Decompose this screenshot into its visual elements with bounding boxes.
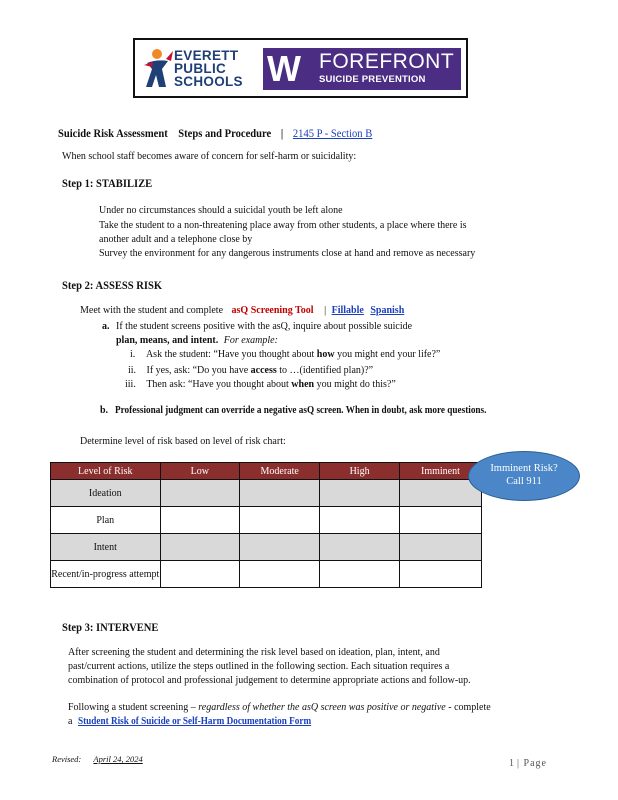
uw-w-mark: W bbox=[267, 48, 301, 89]
step3-heading: Step 3: INTERVENE bbox=[62, 620, 159, 634]
revised-date: Revised: April 24, 2024 bbox=[52, 754, 143, 764]
step2-a-line2: plan, means, and intent. For example: bbox=[116, 335, 278, 346]
step2-heading: Step 2: ASSESS RISK bbox=[62, 278, 163, 292]
step1-item: Under no circumstances should a suicidal youth be left alone bbox=[99, 205, 343, 216]
risk-level-table bbox=[50, 462, 482, 588]
sub-item: i. Ask the student: “Have you thought about how you might end your life?” bbox=[130, 349, 441, 360]
person-figure-icon bbox=[144, 45, 174, 93]
table-row bbox=[51, 480, 482, 507]
forefront-logo bbox=[263, 48, 461, 90]
step3-para-line: After screening the student and determining the risk level based on ideation, plan, intent, and bbox=[68, 647, 440, 658]
spanish-link[interactable]: Spanish bbox=[370, 305, 405, 316]
table-cell bbox=[160, 480, 240, 507]
step3-para2: Following a student screening – regardless of whether the asQ screen was positive or negative - complete bbox=[68, 702, 491, 713]
documentation-form-link[interactable]: Student Risk of Suicide or Self-Harm Documentation Form bbox=[77, 716, 312, 727]
table-cell bbox=[240, 561, 320, 588]
column-header: High bbox=[320, 463, 400, 480]
table-cell bbox=[399, 561, 481, 588]
logo-banner bbox=[133, 38, 468, 98]
step3-para-line: past/current actions, utilize the steps outlined in the following section. Each situation requires a bbox=[68, 661, 450, 672]
table-cell bbox=[320, 561, 400, 588]
intro-text: When school staff becomes aware of concern for self-harm or suicidality: bbox=[62, 151, 357, 162]
eps-logo-text: EVERETT PUBLIC SCHOOLS bbox=[174, 48, 243, 89]
table-cell bbox=[399, 534, 481, 561]
table-cell bbox=[240, 480, 320, 507]
everett-public-schools-logo bbox=[144, 45, 256, 93]
step3-form-line: a Student Risk of Suicide or Self-Harm Documentation Form bbox=[68, 716, 312, 727]
row-label: Plan bbox=[51, 507, 161, 534]
determine-risk-text: Determine level of risk based on level of risk chart: bbox=[80, 436, 286, 447]
table-row bbox=[51, 534, 482, 561]
row-label: Ideation bbox=[51, 480, 161, 507]
imminent-risk-callout: Imminent Risk? Call 911 bbox=[468, 451, 580, 501]
page-number: 1 | Page bbox=[509, 758, 547, 769]
step1-heading: Step 1: STABILIZE bbox=[62, 176, 153, 190]
step2-b: b. Professional judgment can override a negative asQ screen. When in doubt, ask more questions. bbox=[100, 405, 486, 416]
column-header: Low bbox=[160, 463, 240, 480]
table-cell bbox=[320, 480, 400, 507]
column-header: Imminent bbox=[399, 463, 481, 480]
column-header: Moderate bbox=[240, 463, 320, 480]
table-header-row bbox=[51, 463, 482, 480]
table-cell bbox=[160, 534, 240, 561]
table-cell bbox=[240, 534, 320, 561]
step3-para-line: combination of protocol and professional judgement to determine appropriate actions and follow-up. bbox=[68, 675, 471, 686]
step1-item: Survey the environment for any dangerous instruments close at hand and remove as necessary bbox=[99, 248, 476, 259]
forefront-title: FOREFRONT bbox=[319, 50, 455, 73]
table-cell bbox=[160, 561, 240, 588]
table-row bbox=[51, 561, 482, 588]
fillable-link[interactable]: Fillable bbox=[331, 305, 364, 316]
table-cell bbox=[320, 534, 400, 561]
table-row bbox=[51, 507, 482, 534]
section-link[interactable]: 2145 P - Section B bbox=[292, 126, 373, 140]
asq-screening-tool: asQ Screening Tool bbox=[231, 305, 314, 316]
sub-item: iii. Then ask: “Have you thought about when you might do this?” bbox=[125, 379, 396, 390]
asq-line: Meet with the student and complete asQ Screening Tool | Fillable Spanish bbox=[80, 305, 405, 316]
table-cell bbox=[240, 507, 320, 534]
column-header: Level of Risk bbox=[51, 463, 161, 480]
table-cell bbox=[320, 507, 400, 534]
table-cell bbox=[399, 507, 481, 534]
sub-item: ii. If yes, ask: “Do you have access to …(identified plan)?” bbox=[128, 365, 374, 376]
row-label: Recent/in-progress attempt bbox=[51, 561, 161, 588]
row-label: Intent bbox=[51, 534, 161, 561]
table-cell bbox=[160, 507, 240, 534]
forefront-subtitle: SUICIDE PREVENTION bbox=[319, 74, 426, 85]
step1-item: Take the student to a non-threatening place away from other students, a place where there is bbox=[99, 220, 467, 231]
document-title: Suicide Risk Assessment Steps and Procedure | 2145 P - Section B bbox=[58, 126, 373, 140]
step1-item: another adult and a telephone close by bbox=[99, 234, 253, 245]
step2-a: a. If the student screens positive with the asQ, inquire about possible suicide bbox=[102, 321, 413, 332]
